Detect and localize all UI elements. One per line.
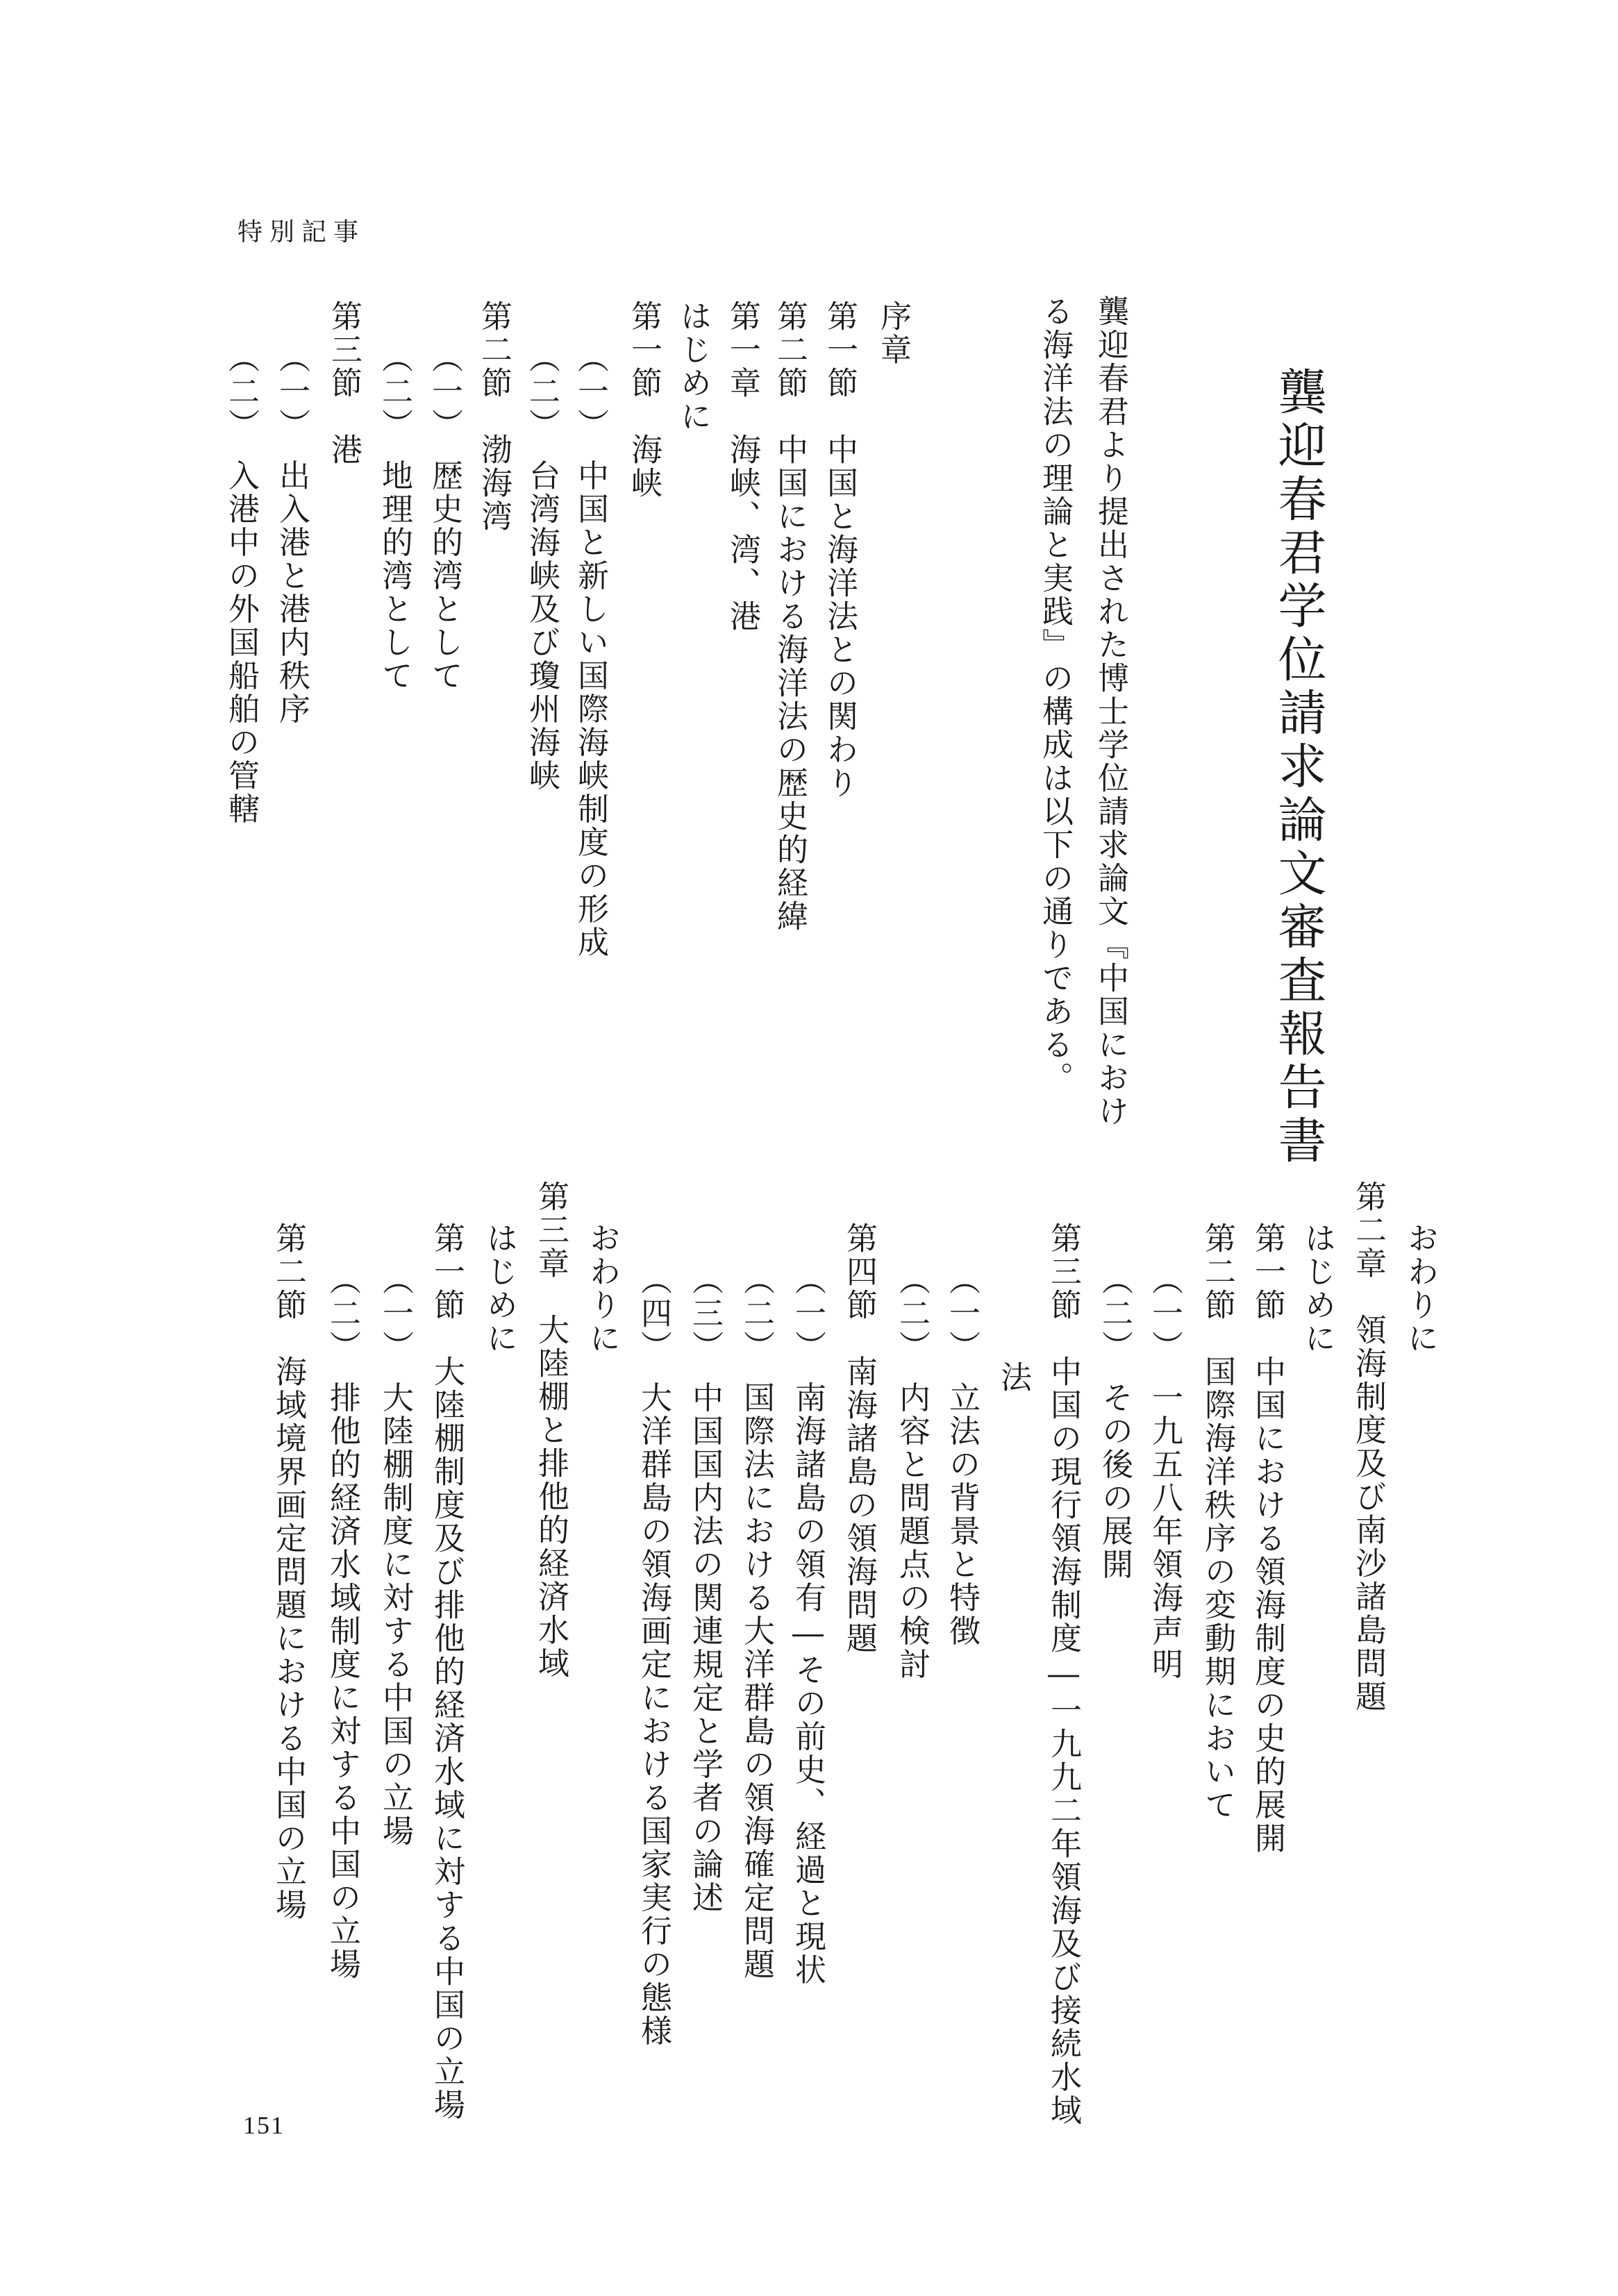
toc-section-continued: 法 — [995, 1361, 1032, 1394]
toc-section: 第一節 中国における領海制度の史的展開 — [1249, 1222, 1286, 1855]
toc-section: 第二節 海域境界画定問題における中国の立場 — [270, 1222, 307, 1922]
toc-subsection: （二） 地理的湾として — [376, 342, 413, 693]
page-number: 151 — [243, 2111, 285, 2139]
toc-subsection: （一） 中国と新しい国際海峡制度の形成 — [572, 342, 609, 960]
toc-section: 第三節 港 — [326, 300, 362, 467]
toc-subsection: （一） 歴史的湾として — [426, 342, 463, 693]
toc-introduction: はじめに — [675, 300, 712, 433]
toc-section: 第一節 中国と海洋法との関わり — [821, 300, 858, 800]
toc-section: 第三節 中国の現行領海制度―一九九二年領海及び接続水域 — [1045, 1222, 1082, 2127]
toc-subsection: （一） 出入港と港内秩序 — [274, 342, 310, 726]
toc-section: 第二節 中国における海洋法の歴史的経緯 — [772, 300, 808, 933]
toc-section: 第一節 大陸棚制度及び排他的経済水域に対する中国の立場 — [428, 1222, 465, 2122]
toc-conclusion: おわりに — [584, 1222, 621, 1355]
toc-subsection: （一） 立法の背景と特徴 — [944, 1264, 981, 1648]
toc-introduction: はじめに — [481, 1222, 518, 1355]
toc-section: 第二節 渤海湾 — [476, 300, 512, 533]
toc-subsection: （二） その後の展開 — [1096, 1264, 1133, 1582]
toc-subsection: （二） 内容と問題点の検討 — [894, 1264, 931, 1682]
toc-subsection: （一） 大陸棚制度に対する中国の立場 — [377, 1264, 414, 1848]
toc-section: 第二節 国際海洋秩序の変動期において — [1199, 1222, 1236, 1822]
toc-subsection: （一） 南海諸島の領有―その前史、経過と現状 — [790, 1264, 826, 1987]
toc-subsection: （二） 台湾海峡及び瓊州海峡 — [524, 342, 560, 793]
report-title: 龔迎春君学位請求論文審査報告書 — [1270, 367, 1327, 1168]
running-header: 特別記事 — [237, 218, 366, 246]
toc-subsection: （一） 一九五八年領海声明 — [1146, 1264, 1183, 1682]
intro-line-2: る海洋法の理論と実践』の構成は以下の通りである。 — [1037, 295, 1074, 1095]
toc-introduction: はじめに — [1299, 1222, 1336, 1355]
toc-chapter: 第三章 大陸棚と排他的経済水域 — [533, 1180, 569, 1680]
toc-section: 第四節 南海諸島の領海問題 — [841, 1222, 878, 1655]
toc-subsection: （二） 排他的経済水域制度に対する中国の立場 — [324, 1264, 361, 1981]
intro-line-1: 龔迎春君より提出された博士学位請求論文『中国におけ — [1092, 295, 1129, 1128]
toc-subsection: （二） 入港中の外国船舶の管轄 — [223, 342, 260, 826]
toc-chapter: 第二章 領海制度及び南沙諸島問題 — [1350, 1180, 1387, 1713]
toc-subsection: （二） 国際法における大洋群島の領海確定問題 — [738, 1264, 775, 1981]
toc-conclusion: おわりに — [1402, 1222, 1439, 1355]
toc-chapter: 第一章 海峡、湾、港 — [724, 300, 761, 633]
toc-section: 第一節 海峡 — [626, 300, 662, 500]
toc-heading-prologue: 序章 — [875, 300, 912, 367]
toc-subsection: （四） 大洋群島の領海画定における国家実行の態様 — [635, 1264, 672, 2048]
toc-subsection: （三） 中国国内法の関連規定と学者の論述 — [687, 1264, 724, 1915]
